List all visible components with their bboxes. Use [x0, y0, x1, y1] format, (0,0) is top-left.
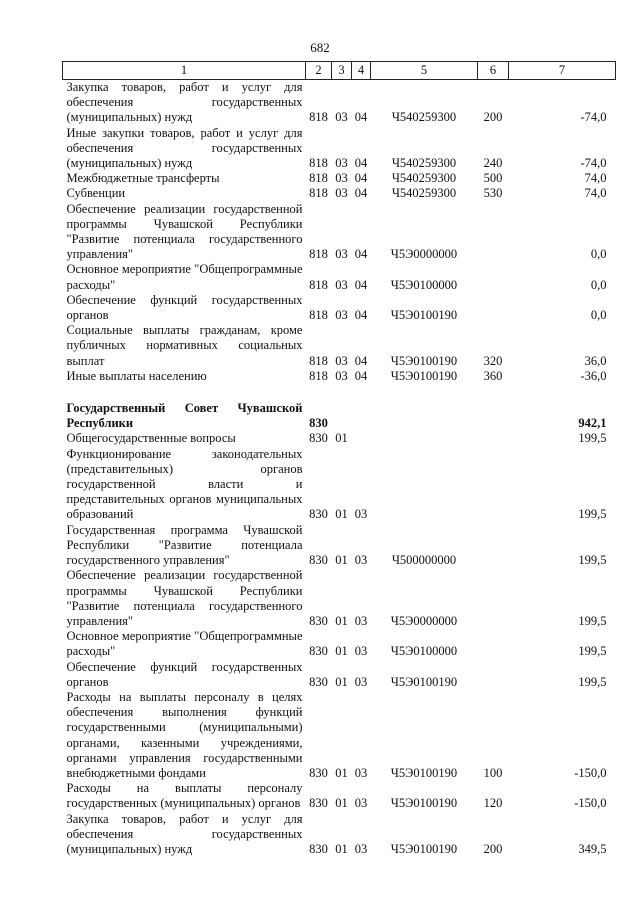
row-subsection-code [352, 401, 371, 431]
budget-table [62, 61, 616, 857]
table-row [63, 262, 616, 292]
row-name: Расходы на выплаты персоналу государственных (муниципальных) органов [66, 781, 303, 811]
page-number: 682 [310, 40, 330, 55]
row-amount: 199,5 [578, 553, 607, 568]
row-name: Государственная программа Чувашской Республики "Развитие потенциала государственного управления" [66, 522, 303, 568]
row-name: Функционирование законодательных (представительных) органов государственной власти и представительных органов муниципальных образований [66, 446, 303, 522]
row-section-code: 01 [335, 507, 348, 522]
row-amount: 0,0 [590, 247, 607, 262]
row-ministry-code: 830 [309, 796, 328, 811]
table-row [63, 80, 616, 126]
row-name: Межбюджетные трансферты [66, 171, 220, 186]
row-amount: 199,5 [578, 613, 607, 628]
row-target-code: Ч540259300 [391, 186, 457, 201]
row-expense-type-code: 200 [483, 110, 503, 125]
row-ministry-code: 818 [309, 186, 328, 201]
table-row [63, 323, 616, 369]
row-section-code: 01 [335, 841, 348, 856]
row-amount: 199,5 [578, 674, 607, 689]
row-name: Расходы на выплаты персоналу в целях обеспечения выполнения функций государственными (муниципальными) органами, казенными учреждениями, органами управления государственными внебюджетными фондами [66, 689, 303, 780]
row-expense-type-code: 530 [483, 186, 503, 201]
row-section-code: 01 [335, 431, 348, 446]
row-amount: 36,0 [584, 353, 607, 368]
row-target-code: Ч5Э0100190 [390, 841, 458, 856]
table-row [63, 126, 616, 172]
row-target-code: Ч5Э0100190 [390, 353, 458, 368]
header-col-2: 2 [306, 62, 332, 80]
table-row [63, 186, 616, 201]
row-amount: 199,5 [578, 644, 607, 659]
row-ministry-code: 818 [309, 277, 328, 292]
row-target-code: Ч5Э0100190 [390, 796, 458, 811]
row-target-code [371, 431, 478, 446]
row-subsection-code: 03 [354, 613, 368, 628]
table-row [63, 401, 616, 431]
table-row [63, 629, 616, 659]
table-row [63, 447, 616, 523]
row-section-code: 03 [335, 171, 348, 186]
row-expense-type-code [478, 262, 509, 292]
row-subsection-code [352, 431, 371, 446]
row-ministry-code: 830 [309, 765, 328, 780]
row-expense-type-code: 240 [483, 156, 503, 171]
row-subsection-code: 04 [354, 368, 368, 383]
row-section-code: 01 [335, 674, 348, 689]
row-expense-type-code: 200 [483, 841, 503, 856]
row-section-code [332, 401, 352, 431]
row-name: Социальные выплаты гражданам, кроме публичных нормативных социальных выплат [66, 323, 303, 368]
table-row [63, 781, 616, 811]
row-ministry-code: 818 [309, 308, 328, 323]
row-amount: 0,0 [590, 308, 607, 323]
spacer-cell [63, 384, 616, 401]
header-col-7: 7 [509, 62, 616, 80]
row-ministry-code: 830 [309, 674, 328, 689]
row-subsection-code: 03 [354, 841, 368, 856]
row-amount: -74,0 [580, 156, 607, 171]
row-ministry-code: 818 [309, 353, 328, 368]
row-amount: -150,0 [574, 796, 607, 811]
row-name: Государственный Совет Чувашской Республики [66, 401, 303, 431]
row-expense-type-code [478, 401, 509, 431]
row-expense-type-code: 500 [483, 171, 503, 186]
row-name: Общегосударственные вопросы [66, 431, 236, 446]
row-ministry-code: 818 [309, 171, 328, 186]
row-ministry-code: 818 [309, 156, 328, 171]
row-ministry-code: 830 [309, 553, 328, 568]
header-col-1: 1 [63, 62, 306, 80]
table-header-row [63, 62, 616, 80]
row-name: Закупка товаров, работ и услуг для обеспечения государственных (муниципальных) нужд [66, 811, 303, 856]
row-subsection-code: 04 [354, 353, 368, 368]
row-target-code: Ч5Э0000000 [390, 247, 458, 262]
table-row [63, 293, 616, 323]
row-expense-type-code [478, 523, 509, 569]
row-target-code: Ч500000000 [391, 553, 457, 568]
row-expense-type-code [478, 629, 509, 659]
row-ministry-code: 818 [309, 110, 328, 125]
row-expense-type-code: 320 [483, 353, 503, 368]
row-amount: 74,0 [584, 171, 607, 186]
row-expense-type-code [478, 660, 509, 690]
row-ministry-code: 830 [309, 507, 328, 522]
row-expense-type-code: 100 [483, 765, 503, 780]
row-amount: 349,5 [578, 841, 607, 856]
row-target-code [371, 401, 478, 431]
table-row [63, 202, 616, 263]
row-ministry-code: 818 [309, 247, 328, 262]
table-row [63, 690, 616, 781]
table-body [63, 80, 616, 858]
row-subsection-code: 03 [354, 796, 368, 811]
row-subsection-code: 04 [354, 308, 368, 323]
row-name: Обеспечение реализации государственной программы Чувашской Республики "Развитие потенциала государственного управления" [66, 568, 303, 628]
row-amount: 942,1 [578, 416, 607, 431]
row-name: Субвенции [66, 186, 126, 201]
header-col-6: 6 [478, 62, 509, 80]
row-target-code: Ч5Э0100190 [390, 308, 458, 323]
row-target-code: Ч5Э0100000 [390, 644, 458, 659]
table-row [63, 660, 616, 690]
header-col-5: 5 [371, 62, 478, 80]
row-expense-type-code: 360 [483, 368, 503, 383]
row-section-code: 03 [335, 247, 348, 262]
row-target-code: Ч5Э0100190 [390, 368, 458, 383]
row-target-code: Ч5Э0100190 [390, 765, 458, 780]
row-expense-type-code [478, 568, 509, 629]
table-row [63, 812, 616, 858]
row-section-code: 03 [335, 308, 348, 323]
row-expense-type-code [478, 431, 509, 446]
row-section-code: 01 [335, 796, 348, 811]
row-section-code: 01 [335, 613, 348, 628]
row-target-code: Ч5Э0100000 [390, 277, 458, 292]
row-subsection-code: 03 [354, 765, 368, 780]
row-name: Обеспечение функций государственных органов [66, 292, 303, 323]
row-amount: 0,0 [590, 277, 607, 292]
row-name: Обеспечение реализации государственной программы Чувашской Республики "Развитие потенциала государственного управления" [66, 201, 303, 262]
row-section-code: 03 [335, 110, 348, 125]
row-name: Основное мероприятие "Общепрограммные расходы" [66, 262, 303, 292]
row-amount: -74,0 [580, 110, 607, 125]
row-section-code: 03 [335, 353, 348, 368]
row-name: Иные закупки товаров, работ и услуг для обеспечения государственных (муниципальных) нужд [66, 125, 303, 171]
row-ministry-code: 830 [309, 431, 328, 446]
table-row [63, 431, 616, 446]
row-amount: 199,5 [578, 431, 607, 446]
row-subsection-code: 03 [354, 644, 368, 659]
row-subsection-code: 04 [354, 110, 368, 125]
row-amount: -36,0 [580, 368, 607, 383]
header-col-3: 3 [332, 62, 352, 80]
row-section-code: 03 [335, 186, 348, 201]
row-target-code: Ч540259300 [391, 171, 457, 186]
row-section-code: 01 [335, 553, 348, 568]
row-expense-type-code [478, 202, 509, 263]
row-ministry-code: 830 [309, 613, 328, 628]
row-target-code: Ч5Э0000000 [390, 613, 458, 628]
row-amount: 74,0 [584, 186, 607, 201]
spacer-row [63, 384, 616, 401]
row-target-code: Ч5Э0100190 [390, 674, 458, 689]
row-subsection-code: 03 [354, 507, 368, 522]
row-subsection-code: 04 [354, 247, 368, 262]
row-section-code: 01 [335, 765, 348, 780]
table-row [63, 523, 616, 569]
table-row [63, 369, 616, 384]
row-amount: -150,0 [574, 765, 607, 780]
row-subsection-code: 03 [354, 674, 368, 689]
row-section-code: 03 [335, 156, 348, 171]
row-ministry-code: 818 [309, 368, 328, 383]
row-target-code [371, 447, 478, 523]
row-name: Иные выплаты населению [66, 368, 207, 383]
row-target-code: Ч540259300 [391, 156, 457, 171]
row-section-code: 03 [335, 368, 348, 383]
row-ministry-code: 830 [309, 644, 328, 659]
row-subsection-code: 04 [354, 186, 368, 201]
row-target-code: Ч540259300 [391, 110, 457, 125]
row-name: Основное мероприятие "Общепрограммные расходы" [66, 629, 303, 659]
row-name: Обеспечение функций государственных органов [66, 659, 303, 689]
row-expense-type-code [478, 293, 509, 323]
row-section-code: 03 [335, 277, 348, 292]
row-name: Закупка товаров, работ и услуг для обеспечения государственных (муниципальных) нужд [66, 80, 303, 125]
header-col-4: 4 [352, 62, 371, 80]
row-ministry-code: 830 [309, 841, 328, 856]
table-row [63, 171, 616, 186]
row-subsection-code: 04 [354, 277, 368, 292]
row-section-code: 01 [335, 644, 348, 659]
row-expense-type-code [478, 447, 509, 523]
row-expense-type-code: 120 [483, 796, 503, 811]
row-ministry-code: 830 [309, 416, 328, 431]
row-subsection-code: 03 [354, 553, 368, 568]
row-subsection-code: 04 [354, 171, 368, 186]
row-amount: 199,5 [578, 507, 607, 522]
row-subsection-code: 04 [354, 156, 368, 171]
table-row [63, 568, 616, 629]
